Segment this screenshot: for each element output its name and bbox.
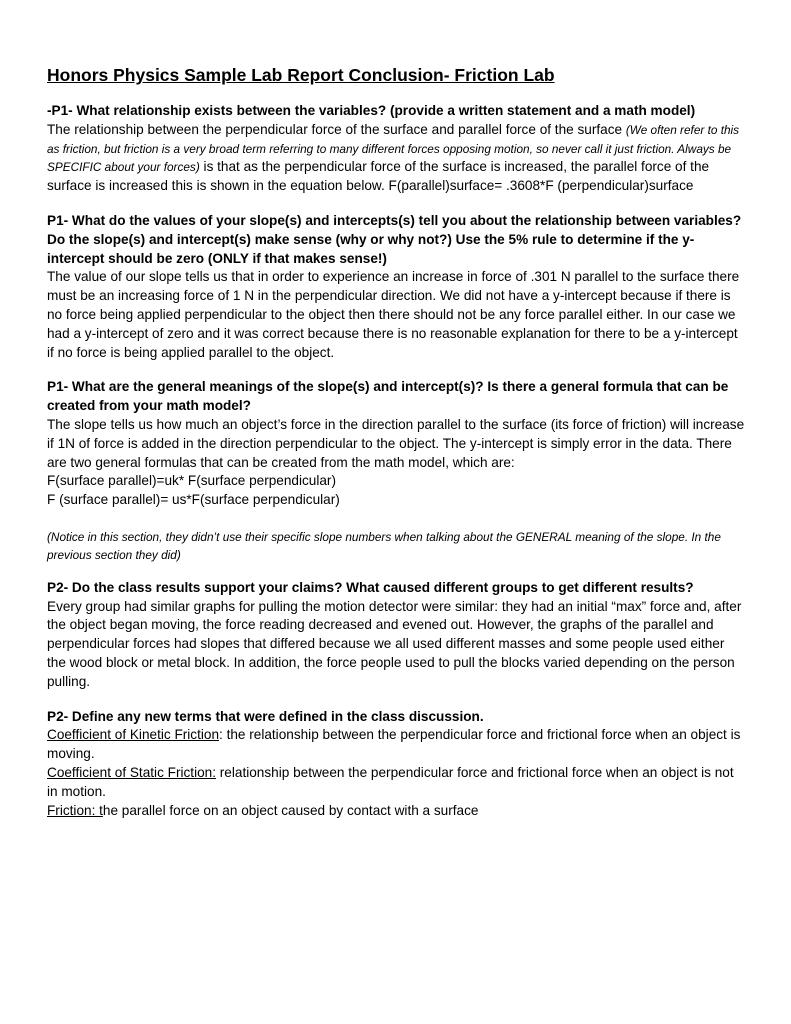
formula-static: F (surface parallel)= us*F(surface perpendicular) [47,492,340,508]
section-new-terms [47,708,747,821]
question-relationship: -P1- What relationship exists between the variables? (provide a written statement and a math model) [47,103,696,118]
section-relationship [47,102,747,196]
question-general-meaning: P1- What are the general meanings of the slope(s) and intercept(s)? Is there a general formula that can be created from your math model? [47,379,729,414]
answer-relationship-intro: The relationship between the perpendicular force of the surface and parallel force of the surface [47,121,626,137]
question-slope-values: P1- What do the values of your slope(s) and intercepts(s) tell you about the relationship between variables? Do the slope(s) and intercept(s) make sense (why or why not?) Use the 5% rule to determine if the y-intercept should be zero (ONLY if that makes sense!) [47,212,742,266]
page-title: Honors Physics Sample Lab Report Conclusion- Friction Lab [47,65,555,85]
term-friction-def: he parallel force on an object caused by contact with a surface [102,802,479,818]
answer-general-meaning: The slope tells us how much an object’s force in the direction parallel to the surface (its force of friction) will increase if 1N of force is added in the direction perpendicular to the object. The y-intercept is simply error in the data. There are two general formulas that can be created from the math model, which are: [47,416,745,470]
term-friction [47,802,747,821]
term-static-friction-def: relationship between the perpendicular force and frictional force when an object is not in motion. [47,764,734,799]
answer-class-results: Every group had similar graphs for pulling the motion detector were similar: they had an initial “max” force and, after the object began moving, the force reading decreased and evened out. However, the graphs of the parallel and perpendicular forces had slopes that differed because we all used different masses and some people used either the wood block or metal block. In addition, the force people used to pull the blocks varied depending on the person pulling. [47,598,742,689]
term-friction-name: Friction: t [47,802,103,818]
question-new-terms: P2- Define any new terms that were defined in the class discussion. [47,708,484,724]
term-kinetic-friction-name: Coefficient of Kinetic Friction [47,727,220,743]
term-static-friction [47,764,747,802]
section-general-meaning [47,378,747,510]
general-meaning-note: (Notice in this section, they didn’t use their specific slope numbers when talking about the GENERAL meaning of the slope. In the previous section they did) [47,529,721,563]
term-kinetic-friction [47,726,747,764]
question-class-results: P2- Do the class results support your claims? What caused different groups to get different results? [47,579,694,595]
document-page [47,64,747,836]
section-slope-values [47,212,747,362]
answer-slope-values: The value of our slope tells us that in order to experience an increase in force of .301 N parallel to the surface there must be an increasing force of 1 N in the perpendicular direction. We did not have a y-intercept because if there is no force being applied perpendicular to the object then there should not be any force parallel either. In our case we had a y-intercept of zero and it was correct because there is no reasonable explanation for there to be a y-intercept if no force is being applied parallel to the object. [47,269,740,360]
section-class-results [47,579,747,692]
answer-relationship-rest: is that as the perpendicular force of the surface is increased, the parallel force of the surface is increased this is shown in the equation below. F(parallel)surface= .3608*F (perpendicular)surface [47,159,710,194]
answer-relationship [47,121,747,196]
formula-kinetic: F(surface parallel)=uk* F(surface perpendicular) [47,473,336,489]
term-static-friction-name: Coefficient of Static Friction: [47,764,216,780]
term-kinetic-friction-def: : the relationship between the perpendicular force and frictional force when an object is moving. [47,727,741,762]
answer-relationship-note: (We often refer to this as friction, but friction is a very broad term referring to many different forces opposing motion, so never call it just friction. Always be SPECIFIC about your forces) [47,122,740,175]
